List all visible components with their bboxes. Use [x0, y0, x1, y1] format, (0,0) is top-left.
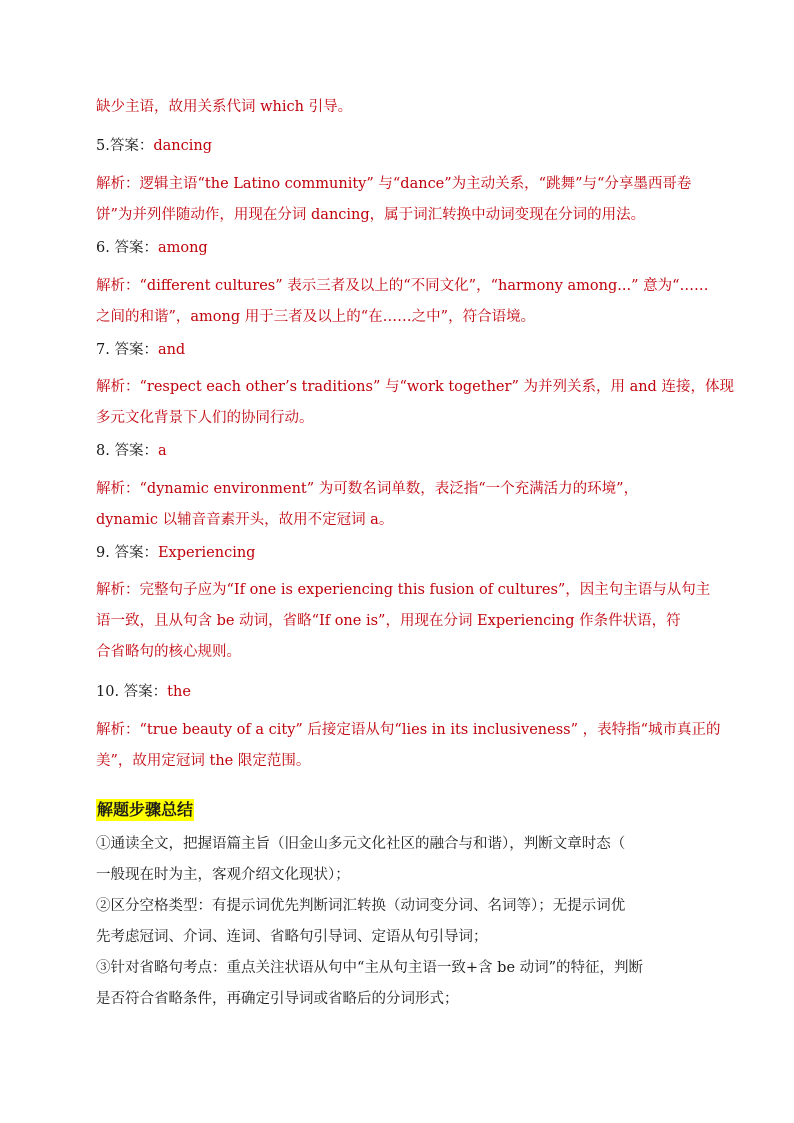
- answer-value: Experiencing: [157, 545, 256, 561]
- answer-label: 10. 答案：: [96, 684, 168, 700]
- answer-line-7: [96, 340, 696, 360]
- explanation-8: [96, 474, 696, 536]
- summary-line: 一般现在时为主，客观介绍文化现状）；: [96, 867, 350, 883]
- answer-line-5: [96, 136, 696, 156]
- answer-label: 6. 答案：: [96, 240, 158, 256]
- summary-line: ③针对省略句考点：重点关注状语从句中“主从句主语一致+含 be 动词”的特征，判断: [96, 960, 644, 976]
- explanation-7: [96, 372, 734, 434]
- explanation-line: 解析：逻辑主语“the Latino community” 与“dance”为主动关系，“跳舞”与“分享墨西哥卷: [96, 176, 692, 192]
- explanation-line: 语一致，且从句含 be 动词，省略“If one is”，用现在分词 Experiencing 作条件状语，符: [96, 613, 681, 629]
- summary-line: ①通读全文，把握语篇主旨（旧金山多元文化社区的融合与和谐），判断文章时态（: [96, 836, 626, 852]
- summary-line: 先考虑冠词、介词、连词、省略句引导词、定语从句引导词；: [96, 929, 488, 945]
- explanation-line: 饼”为并列伴随动作，用现在分词 dancing，属于词汇转换中动词变现在分词的用法。: [96, 207, 646, 223]
- explanation-line: 解析：“respect each other’s traditions” 与“work together” 为并列关系，用 and 连接，体现: [96, 379, 734, 395]
- explanation-line: 多元文化背景下人们的协同行动。: [96, 410, 314, 426]
- answer-label: 8. 答案：: [96, 443, 158, 459]
- explanation-line: 解析：完整句子应为“If one is experiencing this fusion of cultures”，因主句主语与从句主: [96, 582, 711, 598]
- intro-line: 缺少主语，故用关系代词 which 引导。: [96, 99, 353, 115]
- explanation-6: [96, 271, 709, 333]
- explanation-10: [96, 715, 721, 777]
- explanation-line: 解析：“different cultures” 表示三者及以上的“不同文化”，“harmony among...” 意为“……: [96, 278, 709, 294]
- explanation-line: 之间的和谐”，among 用于三者及以上的“在……之中”，符合语境。: [96, 309, 536, 325]
- summary-line: 是否符合省略条件，再确定引导词或省略后的分词形式；: [96, 991, 459, 1007]
- explanation-line: 解析：“true beauty of a city” 后接定语从句“lies in its inclusiveness” ，表特指“城市真正的: [96, 722, 721, 738]
- answer-label: 9. 答案：: [96, 545, 158, 561]
- explanation-5: [96, 169, 696, 231]
- answer-line-8: [96, 441, 696, 461]
- explanation-line: 美”，故用定冠词 the 限定范围。: [96, 753, 311, 769]
- answer-line-10: [96, 682, 696, 702]
- explanation-9: [96, 575, 711, 668]
- explanation-line: 合省略句的核心规则。: [96, 644, 241, 660]
- answer-label: 7. 答案：: [96, 342, 158, 358]
- answer-value: among: [157, 240, 208, 256]
- summary-steps: [96, 829, 696, 1015]
- explanation-line: 解析：“dynamic environment” 为可数名词单数，表泛指“一个充满活力的环境”，: [96, 481, 639, 497]
- answer-value: a: [157, 443, 167, 459]
- answer-value: and: [157, 342, 186, 358]
- explanation-line: dynamic 以辅音音素开头，故用不定冠词 a。: [96, 512, 394, 528]
- summary-line: ②区分空格类型：有提示词优先判断词汇转换（动词变分词、名词等）；无提示词优: [96, 898, 626, 914]
- answer-label: 5.答案：: [96, 138, 154, 154]
- answer-line-6: [96, 238, 696, 258]
- answer-value: dancing: [153, 138, 212, 154]
- answer-line-9: [96, 543, 696, 563]
- answer-value: the: [167, 684, 191, 700]
- summary-heading: 解题步骤总结: [97, 800, 194, 819]
